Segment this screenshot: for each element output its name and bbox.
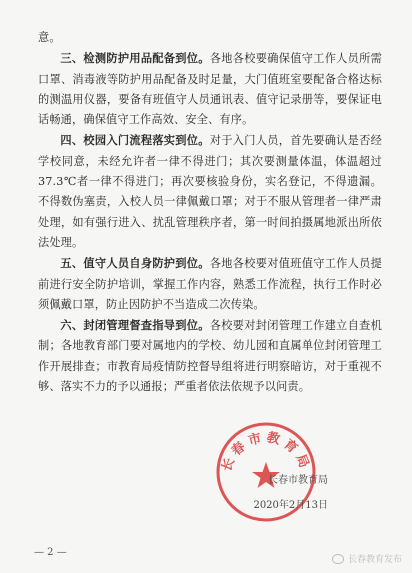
document-body <box>38 28 382 397</box>
section-text: 各地各校要对值班值守工作人员提前进行安全防护培训，掌握工作内容，熟悉工作流程，执行工作时必须佩戴口罩，防止因防护不当造成二次传染。 <box>38 257 382 311</box>
section-heading: 六、封闭管理督查指导到位。 <box>60 318 210 333</box>
section-text: 各地各校要确保值守工作人员所需口罩、消毒液等防护用品配备及时足量，大门值班室要配备合格达标的测温用仪器，要备有班值守人员通讯表、值守记录册等，要保证电话畅通，确保值守工作高效、安全、有序。 <box>38 52 382 127</box>
issue-date: 2020年2月13日 <box>253 500 328 511</box>
paragraph-section-3 <box>38 48 382 130</box>
seal-text: 长春市教育局 <box>219 430 313 474</box>
section-text: 对于入门人员，首先要确认是否经学校同意，未经允许者一律不得进门；其次要测量体温，体温超过37.3℃者一律不得进门；再次要核验身份，实名登记，不得遗漏。不得数伪塞责，入校人员一律佩戴口罩；对于不服从管理者一律严肃处理，如有强行进入、扰乱管理秩序者，第一时间拍摄属地派出所依法处理。 <box>38 134 382 249</box>
paragraph-text: 意。 <box>38 31 61 44</box>
page-number: — 2 — <box>34 547 67 558</box>
paragraph-section-6 <box>38 315 382 397</box>
weibo-icon <box>332 554 344 564</box>
watermark <box>332 552 402 565</box>
signature-block <box>228 468 328 518</box>
issuing-organization: 长春市教育局 <box>268 475 328 486</box>
watermark-text: 长春教育发布 <box>347 555 402 565</box>
section-text: 各校要对封闭管理工作建立自查机制；各地教育部门要对属地内的学校、幼儿园和直属单位封闭管理工作开展排查；市教育局疫情防控督导组将进行明察暗访，对于重视不够、落实不力的予以通报；严重者依法依规予以问责。 <box>38 319 382 394</box>
paragraph-section-4 <box>38 130 382 253</box>
paragraph-continuation <box>38 28 382 48</box>
section-heading: 四、校园入门流程落实到位。 <box>60 133 210 148</box>
paragraph-section-5 <box>38 253 382 315</box>
section-heading: 三、检测防护用品配备到位。 <box>60 51 210 66</box>
section-heading: 五、值守人员自身防护到位。 <box>60 256 210 271</box>
